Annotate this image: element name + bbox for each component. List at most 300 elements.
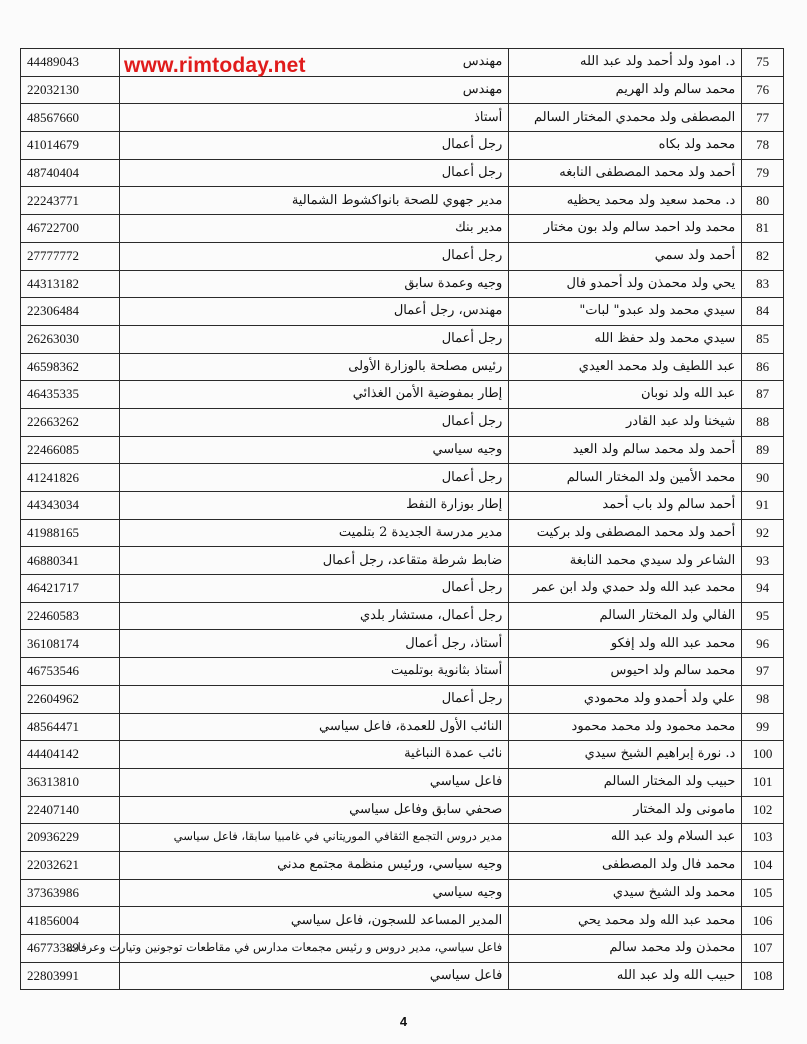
name-cell	[509, 76, 742, 104]
row-number-cell-text: 103	[752, 829, 773, 845]
row-number-cell	[742, 242, 784, 270]
table-row	[21, 796, 784, 824]
name-cell-text: عبد اللطيف ولد محمد العيدي	[578, 358, 736, 374]
row-number-cell	[742, 76, 784, 104]
row-number-cell-text: 82	[756, 248, 770, 263]
phone-cell-text: 44343034	[27, 497, 79, 513]
phone-cell-text: 20936229	[27, 829, 79, 845]
occupation-cell-text: مهندس	[462, 81, 503, 97]
phone-cell	[21, 159, 120, 187]
occupation-cell	[119, 824, 509, 852]
name-cell-text: المصطفى ولد محمدي المختار السالم	[533, 109, 736, 125]
row-number-cell-text: 76	[756, 81, 770, 97]
phone-cell	[21, 768, 120, 796]
occupation-cell-text: رجل أعمال	[441, 414, 503, 430]
table-row	[21, 851, 784, 879]
table-row	[21, 436, 784, 464]
occupation-cell-text: مدير بنك	[455, 220, 503, 236]
table-row	[21, 325, 784, 353]
phone-cell	[21, 436, 120, 464]
occupation-cell	[119, 879, 509, 907]
occupation-cell-text: رجل أعمال	[441, 331, 503, 347]
phone-cell	[21, 741, 120, 769]
occupation-cell	[119, 768, 509, 796]
occupation-cell	[119, 325, 509, 353]
occupation-cell-text: رجل أعمال	[441, 691, 503, 706]
name-cell	[509, 879, 742, 907]
name-cell	[509, 685, 742, 713]
occupation-cell	[119, 215, 509, 243]
name-cell	[509, 325, 742, 353]
name-cell-text: سيدي محمد ولد عبدو" لبات"	[579, 303, 736, 319]
name-cell-text: أحمد ولد محمد سالم ولد العيد	[572, 441, 736, 457]
occupation-cell-text: وجيه سياسي	[432, 441, 503, 457]
row-number-cell-text: 84	[756, 303, 770, 319]
table-row	[21, 104, 784, 132]
occupation-cell-text: رجل أعمال	[441, 164, 503, 180]
name-cell-text: أحمد ولد محمد المصطفى النابغه	[559, 164, 736, 180]
name-cell	[509, 547, 742, 575]
phone-cell	[21, 298, 120, 326]
row-number-cell-text: 105	[752, 884, 773, 900]
row-number-cell	[742, 270, 784, 298]
row-number-cell	[742, 381, 784, 409]
name-cell	[509, 215, 742, 243]
phone-cell	[21, 353, 120, 381]
occupation-cell	[119, 132, 509, 160]
phone-cell-text: 22032130	[27, 81, 79, 97]
occupation-cell-text: وجيه سياسي، ورئيس منظمة مجتمع مدني	[277, 857, 503, 873]
name-cell	[509, 630, 742, 658]
name-cell-text: علي ولد أحمدو ولد محمودي	[583, 691, 736, 706]
occupation-cell	[119, 408, 509, 436]
phone-cell-text: 22243771	[27, 192, 79, 208]
row-number-cell-text: 104	[752, 857, 773, 873]
table-row	[21, 630, 784, 658]
phone-cell-text: 22407140	[27, 801, 79, 817]
occupation-cell-text: مدير مدرسة الجديدة 2 بتلميت	[338, 524, 503, 540]
row-number-cell-text: 75	[756, 54, 770, 70]
row-number-cell	[742, 187, 784, 215]
occupation-cell-text: أستاذ	[474, 109, 503, 125]
row-number-cell	[742, 298, 784, 326]
phone-cell-text: 36313810	[27, 774, 79, 790]
row-number-cell	[742, 408, 784, 436]
phone-cell-text: 36108174	[27, 635, 79, 651]
row-number-cell	[742, 464, 784, 492]
row-number-cell-text: 102	[752, 801, 773, 817]
phone-cell	[21, 408, 120, 436]
row-number-cell-text: 79	[756, 164, 770, 180]
name-cell	[509, 408, 742, 436]
occupation-cell-text: فاعل سياسي	[429, 774, 503, 790]
name-cell	[509, 575, 742, 603]
occupation-cell	[119, 630, 509, 658]
name-cell-text: محمد ولد الشيخ سيدي	[612, 884, 736, 900]
row-number-cell	[742, 935, 784, 963]
table-row	[21, 519, 784, 547]
occupation-cell	[119, 713, 509, 741]
occupation-cell-text: رجل أعمال	[441, 248, 503, 263]
row-number-cell-text: 98	[756, 691, 770, 706]
name-cell-text: أحمد ولد سمي	[654, 248, 736, 263]
row-number-cell-text: 93	[756, 552, 770, 568]
occupation-cell-text: رجل أعمال، مستشار بلدي	[360, 607, 503, 623]
occupation-cell-text: إطار بمفوضية الأمن الغذائي	[352, 386, 503, 402]
table-row	[21, 298, 784, 326]
name-cell-text: محمذن ولد محمد سالم	[609, 940, 736, 956]
phone-cell-text: 37363986	[27, 884, 79, 900]
phone-cell-text: 44489043	[27, 54, 79, 70]
table-row	[21, 242, 784, 270]
name-cell	[509, 519, 742, 547]
name-cell	[509, 824, 742, 852]
phone-cell-text: 46435335	[27, 386, 79, 402]
occupation-cell	[119, 519, 509, 547]
phone-cell-text: 46753546	[27, 663, 79, 679]
name-cell-text: د. امود ولد أحمد ولد عبد الله	[580, 54, 736, 70]
row-number-cell	[742, 962, 784, 990]
occupation-cell-text: وجيه سياسي	[432, 884, 503, 900]
phone-cell	[21, 685, 120, 713]
name-cell-text: محمد عبد الله ولد حمدي ولد ابن عمر	[533, 580, 736, 596]
name-cell	[509, 104, 742, 132]
page-number: 4	[399, 1014, 408, 1029]
row-number-cell	[742, 796, 784, 824]
row-number-cell-text: 86	[756, 358, 770, 374]
occupation-cell-text: رجل أعمال	[441, 137, 503, 153]
phone-cell	[21, 879, 120, 907]
occupation-cell-text: رجل أعمال	[441, 580, 503, 596]
table-row	[21, 575, 784, 603]
table-row	[21, 685, 784, 713]
phone-cell-text: 41014679	[27, 137, 79, 153]
table-row	[21, 713, 784, 741]
occupation-cell-text: إطار بوزارة النفط	[406, 497, 503, 513]
name-cell	[509, 242, 742, 270]
name-cell	[509, 353, 742, 381]
occupation-cell	[119, 242, 509, 270]
row-number-cell	[742, 602, 784, 630]
phone-cell-text: 22466085	[27, 441, 79, 457]
name-cell	[509, 851, 742, 879]
occupation-cell-text: فاعل سياسي، مدير دروس و رئيس مجمعات مدارس في مقاطعات توجونين وتيارت وعرفات	[66, 940, 503, 955]
occupation-cell	[119, 381, 509, 409]
name-cell-text: الشاعر ولد سيدي محمد النابغة	[569, 552, 736, 568]
phone-cell	[21, 519, 120, 547]
row-number-cell-text: 95	[756, 607, 770, 623]
phone-cell-text: 44313182	[27, 275, 79, 291]
occupation-cell	[119, 76, 509, 104]
row-number-cell	[742, 353, 784, 381]
row-number-cell-text: 87	[756, 386, 770, 402]
name-cell	[509, 492, 742, 520]
table-row	[21, 464, 784, 492]
phone-cell	[21, 325, 120, 353]
name-cell-text: أحمد ولد محمد المصطفى ولد بركيت	[536, 524, 736, 540]
occupation-cell-text: صحفي سابق وفاعل سياسي	[349, 801, 503, 817]
row-number-cell-text: 88	[756, 414, 770, 430]
name-cell-text: شيخنا ولد عبد القادر	[626, 414, 736, 430]
phone-cell	[21, 547, 120, 575]
phone-cell-text: 46421717	[27, 580, 79, 596]
phone-cell-text: 46598362	[27, 358, 79, 374]
name-cell	[509, 962, 742, 990]
phone-cell	[21, 76, 120, 104]
name-cell-text: محمد عبد الله ولد إفكو	[610, 635, 736, 651]
row-number-cell-text: 99	[756, 718, 770, 734]
occupation-cell-text: نائب عمدة النباغية	[404, 746, 503, 762]
row-number-cell	[742, 159, 784, 187]
name-cell-text: سيدي محمد ولد حفظ الله	[594, 331, 736, 347]
name-cell	[509, 602, 742, 630]
phone-cell-text: 22032621	[27, 857, 79, 873]
phone-cell	[21, 851, 120, 879]
table-row	[21, 353, 784, 381]
site-watermark: www.rimtoday.net	[124, 54, 306, 77]
occupation-cell	[119, 685, 509, 713]
name-cell-text: عبد الله ولد نوبان	[640, 386, 736, 402]
name-cell	[509, 658, 742, 686]
occupation-cell	[119, 658, 509, 686]
phone-cell-text: 48564471	[27, 718, 79, 734]
table-row	[21, 741, 784, 769]
row-number-cell-text: 92	[756, 524, 770, 540]
phone-cell	[21, 575, 120, 603]
occupation-cell-text: مدير دروس التجمع الثقافي الموريتاني في غامبيا سابقا، فاعل سياسي	[173, 829, 503, 844]
name-cell-text: محمد سالم ولد الهريم	[615, 81, 736, 97]
phone-cell-text: 41988165	[27, 524, 79, 540]
row-number-cell-text: 108	[752, 967, 773, 983]
row-number-cell	[742, 685, 784, 713]
phone-cell	[21, 49, 120, 77]
name-cell-text: محمد ولد بكاه	[658, 137, 736, 153]
name-cell-text: محمد فال ولد المصطفى	[602, 857, 736, 873]
occupation-cell	[119, 464, 509, 492]
row-number-cell	[742, 658, 784, 686]
phone-cell	[21, 713, 120, 741]
name-cell-text: د. محمد سعيد ولد محمد يحظيه	[566, 192, 736, 208]
phone-cell-text: 27777772	[27, 248, 79, 263]
occupation-cell-text: رجل أعمال	[441, 469, 503, 485]
phone-cell-text: 44404142	[27, 746, 79, 762]
occupation-cell-text: النائب الأول للعمدة، فاعل سياسي	[319, 718, 503, 734]
table-row	[21, 824, 784, 852]
occupation-cell	[119, 741, 509, 769]
row-number-cell	[742, 492, 784, 520]
phone-cell	[21, 492, 120, 520]
occupation-cell	[66, 935, 509, 963]
row-number-cell-text: 101	[752, 774, 773, 790]
phone-cell	[21, 381, 120, 409]
occupation-cell	[119, 851, 509, 879]
phone-cell-text: 26263030	[27, 331, 79, 347]
phone-cell-text: 22460583	[27, 607, 79, 623]
occupation-cell	[119, 602, 509, 630]
row-number-cell-text: 96	[756, 635, 770, 651]
name-cell	[509, 381, 742, 409]
roster-table	[20, 48, 784, 990]
phone-cell	[21, 132, 120, 160]
row-number-cell	[742, 768, 784, 796]
row-number-cell-text: 91	[756, 497, 770, 513]
occupation-cell-text: فاعل سياسي	[429, 967, 503, 983]
table-row	[21, 492, 784, 520]
table-row	[21, 187, 784, 215]
name-cell-text: محمد الأمين ولد المختار السالم	[566, 469, 736, 485]
row-number-cell-text: 78	[756, 137, 770, 153]
phone-cell-text: 46773389	[27, 940, 79, 956]
name-cell-text: عبد السلام ولد عبد الله	[610, 829, 736, 845]
row-number-cell	[742, 824, 784, 852]
row-number-cell-text: 97	[756, 663, 770, 679]
name-cell-text: حبيب الله ولد عبد الله	[616, 967, 736, 983]
phone-cell-text: 22604962	[27, 691, 79, 706]
row-number-cell	[742, 851, 784, 879]
table-row	[21, 935, 784, 963]
row-number-cell-text: 77	[756, 109, 770, 125]
occupation-cell	[119, 270, 509, 298]
row-number-cell	[742, 132, 784, 160]
row-number-cell	[742, 630, 784, 658]
row-number-cell	[742, 215, 784, 243]
occupation-cell	[119, 547, 509, 575]
occupation-cell	[119, 104, 509, 132]
row-number-cell	[742, 879, 784, 907]
occupation-cell	[119, 159, 509, 187]
row-number-cell	[742, 741, 784, 769]
row-number-cell	[742, 436, 784, 464]
row-number-cell	[742, 519, 784, 547]
occupation-cell-text: رئيس مصلحة بالوزارة الأولى	[348, 358, 503, 374]
row-number-cell	[742, 104, 784, 132]
row-number-cell-text: 85	[756, 331, 770, 347]
phone-cell	[21, 242, 120, 270]
row-number-cell	[742, 325, 784, 353]
row-number-cell	[742, 49, 784, 77]
row-number-cell	[742, 713, 784, 741]
occupation-cell-text: مهندس	[462, 54, 503, 70]
phone-cell	[21, 270, 120, 298]
table-row	[21, 76, 784, 104]
occupation-cell-text: مهندس، رجل أعمال	[393, 303, 503, 319]
occupation-cell	[119, 575, 509, 603]
row-number-cell-text: 100	[752, 746, 773, 762]
phone-cell	[21, 602, 120, 630]
phone-cell	[21, 907, 120, 935]
roster-table-body	[21, 49, 784, 990]
phone-cell-text: 22663262	[27, 414, 79, 430]
table-row	[21, 658, 784, 686]
occupation-cell	[119, 298, 509, 326]
phone-cell	[21, 215, 120, 243]
name-cell-text: د. نورة إبراهيم الشيخ سيدي	[584, 746, 736, 762]
row-number-cell-text: 83	[756, 275, 770, 291]
row-number-cell-text: 90	[756, 469, 770, 485]
name-cell	[509, 132, 742, 160]
phone-cell	[21, 187, 120, 215]
phone-cell	[21, 824, 120, 852]
occupation-cell	[119, 436, 509, 464]
name-cell-text: حبيب ولد المختار السالم	[603, 774, 736, 790]
occupation-cell	[119, 353, 509, 381]
name-cell	[509, 796, 742, 824]
occupation-cell-text: مدير جهوي للصحة بانواكشوط الشمالية	[291, 192, 503, 208]
occupation-cell-text: ضابط شرطة متقاعد، رجل أعمال	[322, 552, 503, 568]
table-row	[21, 132, 784, 160]
name-cell	[509, 935, 742, 963]
row-number-cell-text: 94	[756, 580, 770, 596]
name-cell	[509, 741, 742, 769]
name-cell	[509, 768, 742, 796]
name-cell-text: محمد محمود ولد محمد محمود	[571, 718, 736, 734]
row-number-cell-text: 80	[756, 192, 770, 208]
name-cell	[509, 436, 742, 464]
phone-cell	[21, 796, 120, 824]
table-row	[21, 907, 784, 935]
phone-cell-text: 41856004	[27, 912, 79, 928]
phone-cell	[21, 104, 120, 132]
row-number-cell-text: 106	[752, 912, 773, 928]
table-row	[21, 962, 784, 990]
name-cell-text: أحمد سالم ولد باب أحمد	[602, 497, 736, 513]
roster-table-container	[20, 48, 784, 1000]
name-cell-text: محمد سالم ولد احيوس	[610, 663, 736, 679]
phone-cell	[21, 658, 120, 686]
row-number-cell	[742, 907, 784, 935]
phone-cell-text: 48567660	[27, 109, 79, 125]
name-cell	[509, 187, 742, 215]
name-cell	[509, 49, 742, 77]
occupation-cell-text: أستاذ، رجل أعمال	[405, 635, 503, 651]
name-cell-text: يحي ولد محمذن ولد أحمدو فال	[566, 275, 736, 291]
table-row	[21, 381, 784, 409]
name-cell	[509, 713, 742, 741]
row-number-cell	[742, 547, 784, 575]
occupation-cell-text: أستاذ بثانوية بوتلميت	[390, 663, 503, 679]
name-cell-text: محمد ولد احمد سالم ولد بون مختار	[543, 220, 736, 236]
name-cell-text: الفالي ولد المختار السالم	[599, 607, 736, 623]
table-row	[21, 879, 784, 907]
phone-cell-text: 48740404	[27, 164, 79, 180]
table-row	[21, 270, 784, 298]
occupation-cell	[119, 907, 509, 935]
phone-cell-text: 46722700	[27, 220, 79, 236]
phone-cell	[21, 962, 120, 990]
row-number-cell	[742, 575, 784, 603]
name-cell	[509, 298, 742, 326]
occupation-cell	[119, 492, 509, 520]
occupation-cell	[119, 187, 509, 215]
table-row	[21, 768, 784, 796]
row-number-cell-text: 107	[752, 940, 773, 956]
name-cell	[509, 159, 742, 187]
table-row	[21, 547, 784, 575]
occupation-cell	[119, 796, 509, 824]
phone-cell-text: 41241826	[27, 469, 79, 485]
name-cell-text: محمد عبد الله ولد محمد يحي	[577, 912, 736, 928]
phone-cell-text: 46880341	[27, 552, 79, 568]
name-cell	[509, 907, 742, 935]
occupation-cell	[119, 962, 509, 990]
row-number-cell-text: 89	[756, 441, 770, 457]
phone-cell	[21, 464, 120, 492]
table-row	[21, 215, 784, 243]
table-row	[21, 408, 784, 436]
occupation-cell-text: وجيه وعمدة سابق	[404, 275, 503, 291]
occupation-cell-text: المدير المساعد للسجون، فاعل سياسي	[290, 912, 503, 928]
name-cell	[509, 270, 742, 298]
